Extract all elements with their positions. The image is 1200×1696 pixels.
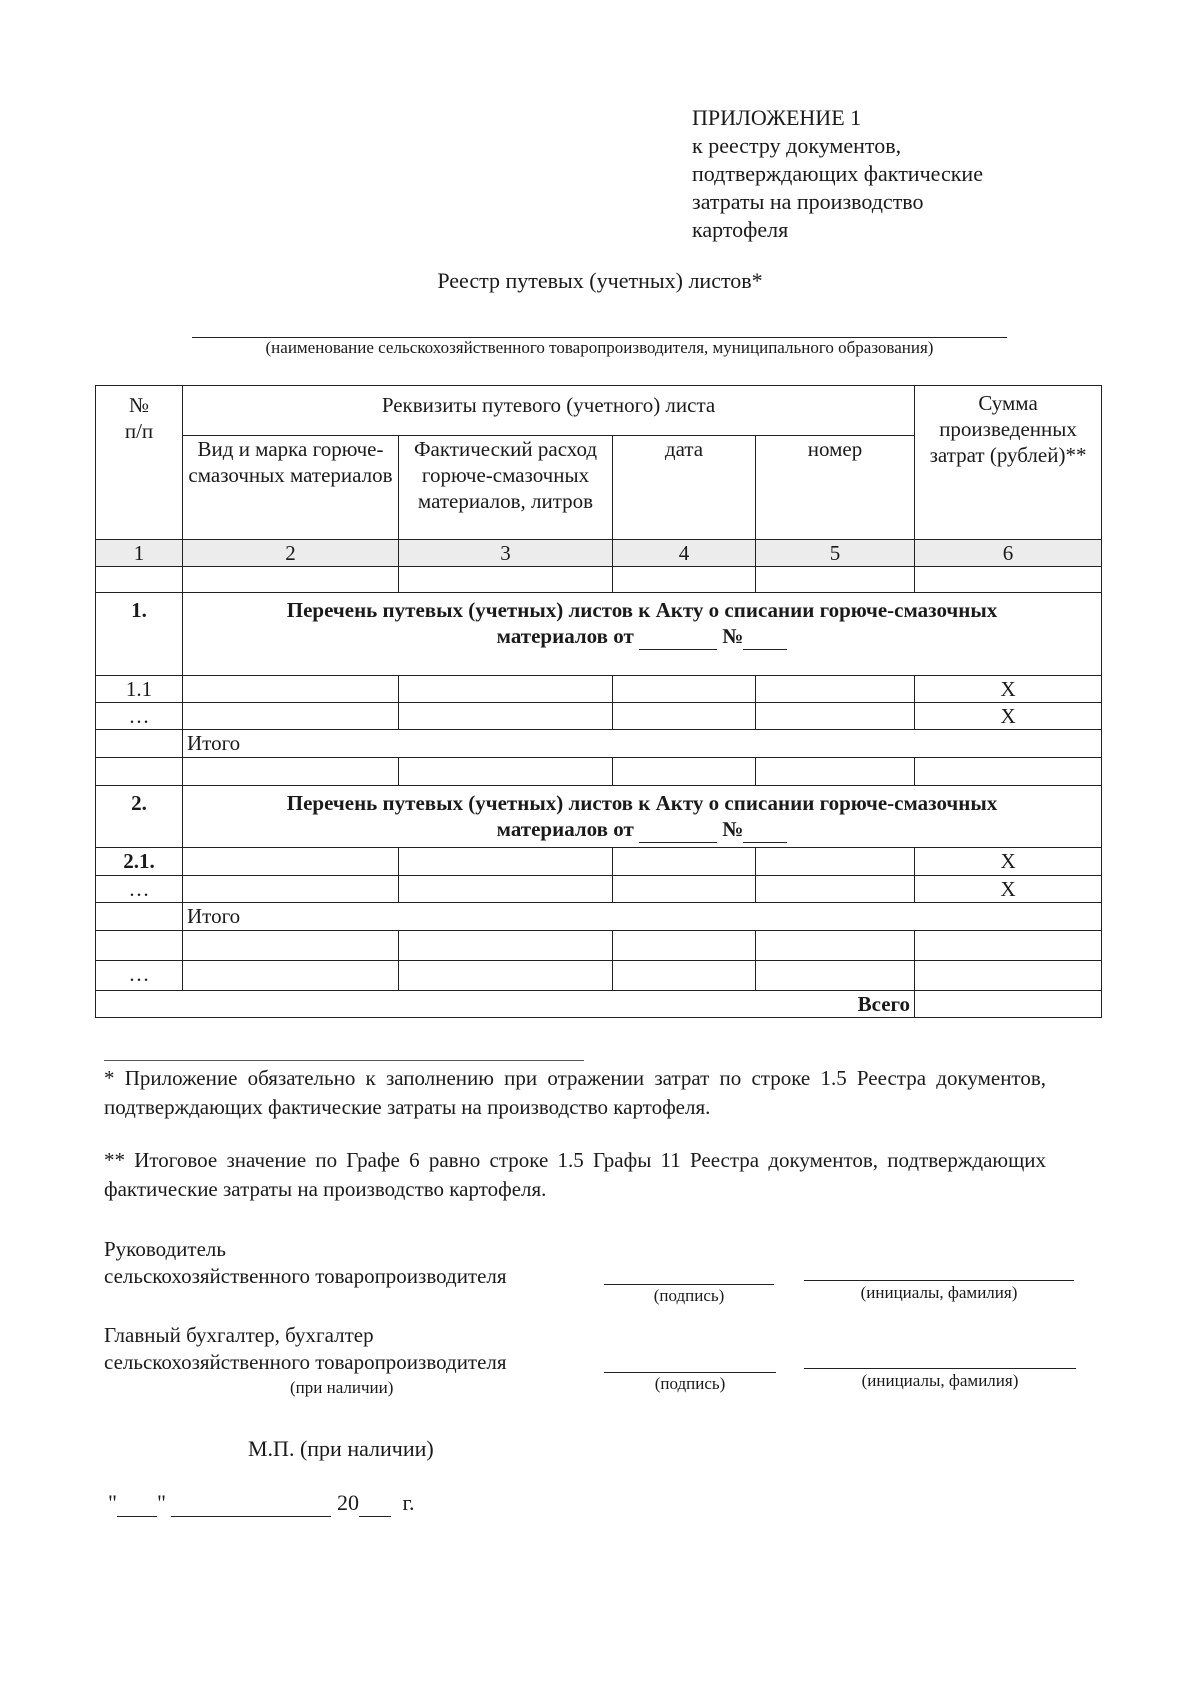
accountant-note: (при наличии) [290,1378,394,1397]
section-2-date-blank[interactable] [639,816,717,843]
accountant-name-line[interactable] [804,1368,1076,1369]
head-label [104,1236,507,1290]
header-requisites: Реквизиты путевого (учетного) листа [183,386,915,436]
section-1-date-blank[interactable] [639,623,717,650]
section-1-from-label: материалов от [496,624,634,648]
head-signature-caption: (подпись) [653,1286,725,1305]
table-row [96,676,1102,703]
section-1-number: 1. [96,593,183,676]
itogo-label: Итого [183,903,1102,931]
head-name-line[interactable] [804,1280,1074,1281]
section-2-title-line-2 [187,816,1097,843]
appendix-title: ПРИЛОЖЕНИЕ 1 [692,105,862,130]
section-2-row [96,786,1102,848]
day-blank[interactable] [117,1490,157,1517]
table-row [96,567,1102,593]
year-blank[interactable] [359,1490,391,1517]
section-2-number: 2. [96,786,183,848]
x-mark: Х [915,876,1102,903]
ellipsis: … [96,876,183,903]
table-row [96,903,1102,931]
quote-open: " [108,1490,117,1515]
document-title: Реестр путевых (учетных) листов* [437,268,763,293]
section-1-num-sign: № [722,624,744,648]
header-fuel-consumption: Фактический расход горюче-смазочных материалов, литров [399,436,613,540]
total-value-cell [915,991,1102,1018]
section-2-from-label: материалов от [496,817,634,841]
register-table [95,385,1102,1018]
itogo-label: Итого [183,730,1102,758]
section-2-title-line-1: Перечень путевых (учетных) листов к Акту о списании горюче-смазочных [286,791,998,815]
section-1-number-blank[interactable] [743,623,787,650]
accountant-signature-caption: (подпись) [654,1374,726,1393]
section-2-num-sign: № [722,817,744,841]
x-mark: Х [915,848,1102,876]
x-mark: Х [915,676,1102,703]
footnote-separator [104,1060,584,1061]
row-1-1-number: 1.1 [96,676,183,703]
section-1-row [96,593,1102,676]
month-blank[interactable] [171,1490,331,1517]
section-2-number-blank[interactable] [743,816,787,843]
accountant-label-line-1: Главный бухгалтер, бухгалтер [104,1323,374,1347]
head-name-caption: (инициалы, фамилия) [860,1283,1018,1302]
column-number: 2 [183,540,399,567]
vsego-label: Всего [96,991,915,1018]
row-2-1-number: 2.1. [96,848,183,876]
section-1-title-line-1: Перечень путевых (учетных) листов к Акту о списании горюче-смазочных [286,598,998,622]
accountant-signature-line[interactable] [604,1372,776,1373]
footnote-2: ** Итоговое значение по Графе 6 равно строке 1.5 Графы 11 Реестра документов, подтверждающих фактические затраты на производство картофеля. [104,1148,1046,1201]
table-row [96,730,1102,758]
appendix-line-2: подтверждающих фактические [692,161,983,186]
stamp-place: М.П. (при наличии) [248,1436,434,1461]
date-line [108,1490,415,1517]
column-number: 6 [915,540,1102,567]
header-row-number: № п/п [96,386,183,540]
column-number: 5 [756,540,915,567]
year-prefix: 20 [336,1490,359,1515]
accountant-label-line-2: сельскохозяйственного товаропроизводителя [104,1350,507,1374]
column-number: 4 [613,540,756,567]
quote-close: " [156,1490,166,1515]
header-date: дата [613,436,756,540]
footnote-1: * Приложение обязательно к заполнению при отражении затрат по строке 1.5 Реестра документов, подтверждающих фактические затраты на производство картофеля. [104,1066,1046,1119]
table-row [96,848,1102,876]
appendix-line-1: к реестру документов, [692,133,902,158]
header-fuel-type: Вид и марка горюче-смазочных материалов [183,436,399,540]
table-row [96,931,1102,961]
ellipsis: … [96,703,183,730]
appendix-line-4: картофеля [692,217,789,242]
table-row [96,758,1102,786]
section-1-title-line-2 [187,623,1097,650]
table-row [96,703,1102,730]
head-signature-line[interactable] [604,1284,774,1285]
head-label-line-2: сельскохозяйственного товаропроизводителя [104,1264,507,1288]
appendix-line-3: затраты на производство [692,189,924,214]
head-label-line-1: Руководитель [104,1237,226,1261]
table-row [96,961,1102,991]
header-sum: Сумма произведенных затрат (рублей)** [915,386,1102,540]
table-row [96,876,1102,903]
column-number: 1 [96,540,183,567]
ellipsis: … [96,961,183,991]
accountant-name-caption: (инициалы, фамилия) [861,1371,1019,1390]
header-number: номер [756,436,915,540]
year-suffix: г. [402,1490,415,1515]
section-1-title [183,593,1102,676]
appendix-header [692,104,983,244]
column-numbers-row [96,540,1102,567]
x-mark: Х [915,703,1102,730]
section-2-title [183,786,1102,848]
column-number: 3 [399,540,613,567]
accountant-label [104,1322,507,1376]
org-name-caption: (наименование сельскохозяйственного товаропроизводителя, муниципального образования) [265,338,934,357]
total-row [96,991,1102,1018]
